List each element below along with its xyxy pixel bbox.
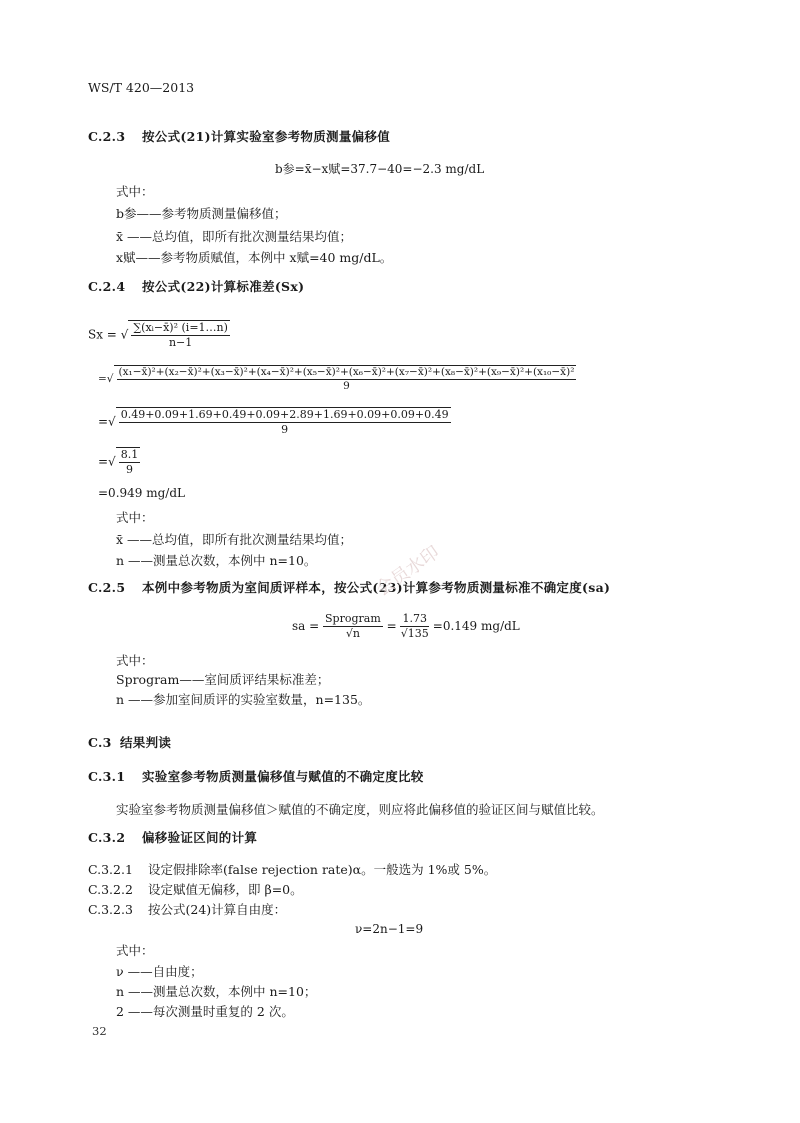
subsection-item xyxy=(88,860,496,878)
equation-denominator: n−1 xyxy=(168,335,193,349)
formula-bias: b参=x̄−x赋=37.7−40=−2.3 mg/dL xyxy=(275,162,485,176)
sd-equation-line-4: =√ $\frac{8.1}{9}$ xyxy=(98,448,139,476)
section-c31-heading xyxy=(88,767,424,785)
sd-result: =0.949 mg/dL xyxy=(98,486,185,500)
equation-lhs: Sx = xyxy=(88,327,117,342)
standard-code: WS/T 420—2013 xyxy=(88,80,195,95)
equation-numerator: 0.49+0.09+1.69+0.49+0.09+2.89+1.69+0.09+0.09+0.49 xyxy=(120,408,449,421)
definition-line: Sprogram——室间质评结果标准差； xyxy=(116,672,330,687)
item-number: C.3.2.2 xyxy=(88,882,133,897)
where-label: 式中： xyxy=(116,184,154,199)
equation-denominator: √135 xyxy=(400,626,429,640)
section-c224-heading xyxy=(88,277,304,295)
definition-line: n ——测量总次数，本例中 n=10； xyxy=(116,984,317,999)
section-number: C.2.3 xyxy=(88,129,126,144)
item-text: 按公式(24)计算自由度： xyxy=(148,902,287,917)
equation-denominator: 9 xyxy=(343,380,350,393)
section-title: 按公式(21)计算实验室参考物质测量偏移值 xyxy=(142,129,391,144)
section-number: C.2.5 xyxy=(88,580,126,595)
section-title: 偏移验证区间的计算 xyxy=(142,830,258,845)
equation-numerator: (x₁−x̄)²+(x₂−x̄)²+(x₃−x̄)²+(x₄−x̄)²+(x₅−x̄)²+(x₆−x̄)²+(x₇−x̄)²+(x₈−x̄)²+(x₉−x̄)²+(x₁₀−x̄)² xyxy=(117,366,577,380)
section-c225-heading xyxy=(88,578,610,596)
section-title: 本例中参考物质为室间质评样本，按公式(23)计算参考物质测量标准不确定度(sa) xyxy=(142,580,611,595)
page-number: 32 xyxy=(92,1024,107,1038)
where-label: 式中： xyxy=(116,653,154,668)
equation-lhs: sa = xyxy=(292,618,320,633)
definition-line: b参——参考物质测量偏移值； xyxy=(116,206,287,221)
definition-line: 2 ——每次测量时重复的 2 次。 xyxy=(116,1004,294,1019)
subsection-item xyxy=(88,900,286,918)
paragraph: 实验室参考物质测量偏移值＞赋值的不确定度，则应将此偏移值的验证区间与赋值比较。 xyxy=(116,802,604,817)
section-c223-heading xyxy=(88,127,390,145)
section-title: 结果判读 xyxy=(120,735,172,750)
sd-equation-line-2: =√ (x₁−x̄)²+(x₂−x̄)²+(x₃−x̄)²+(x₄−x̄)²+(x₅−x̄)²+(x₆−x̄)²+(x₇−x̄)²+(x₈−x̄)²+(x₉−x̄)²+(x₁₀−x̄)² 9 xyxy=(98,366,575,393)
section-number: C.3.1 xyxy=(88,769,126,784)
item-number: C.3.2.3 xyxy=(88,902,133,917)
item-text: 设定赋值无偏移，即 β=0。 xyxy=(148,882,303,897)
section-title: 实验室参考物质测量偏移值与赋值的不确定度比较 xyxy=(142,769,424,784)
where-label: 式中： xyxy=(116,943,154,958)
definition-line: n ——参加室间质评的实验室数量，n=135。 xyxy=(116,692,371,707)
equation-denominator: 9 xyxy=(281,422,289,436)
item-text: 设定假排除率(false rejection rate)α。一般选为 1%或 5%。 xyxy=(148,862,497,877)
section-c32-heading xyxy=(88,828,257,846)
equation-denominator: √n xyxy=(345,626,360,640)
definition-line: ν ——自由度； xyxy=(116,964,203,979)
equation-result: =0.149 mg/dL xyxy=(432,618,520,633)
sd-equation-line-3: =√ $\frac{0.49+0.09+1.69+0.49+0.09+2.89+1.69+0.09+0.09+0.49}{9}$ xyxy=(98,408,449,436)
uncertainty-formula: sa = $\frac{\text{Sprogram}}{√n}$ = $\frac{1.73}{√135}$ =0.149 mg/dL xyxy=(292,612,520,640)
equation-numerator: Sprogram xyxy=(325,612,381,625)
definition-line: x赋——参考物质赋值，本例中 x赋=40 mg/dL。 xyxy=(116,250,393,265)
item-number: C.3.2.1 xyxy=(88,862,133,877)
equation-numerator: 1.73 xyxy=(402,612,427,625)
subsection-item xyxy=(88,880,303,898)
section-title: 按公式(22)计算标准差(Sx) xyxy=(142,279,305,294)
where-label: 式中： xyxy=(116,510,154,525)
watermark: 会员水印 xyxy=(372,541,444,601)
sd-equation-line-1: Sx = √ $\frac{\text{∑(xᵢ−x̄)² (i=1…n)}}{n-1}$ xyxy=(88,321,228,349)
equation-denominator: 9 xyxy=(125,462,133,476)
equation-numerator: ∑(xᵢ−x̄)² (i=1…n) xyxy=(133,321,228,334)
equation-numerator: 8.1 xyxy=(120,448,139,461)
section-number: C.3.2 xyxy=(88,830,126,845)
section-number: C.2.4 xyxy=(88,279,126,294)
definition-line: x̄ ——总均值，即所有批次测量结果均值； xyxy=(116,532,353,547)
section-c3-heading xyxy=(88,733,171,751)
definition-line: x̄ ——总均值，即所有批次测量结果均值； xyxy=(116,229,353,244)
definition-line: n ——测量总次数，本例中 n=10。 xyxy=(116,553,317,568)
dof-formula: ν=2n−1=9 xyxy=(355,922,424,936)
section-number: C.3 xyxy=(88,735,112,750)
